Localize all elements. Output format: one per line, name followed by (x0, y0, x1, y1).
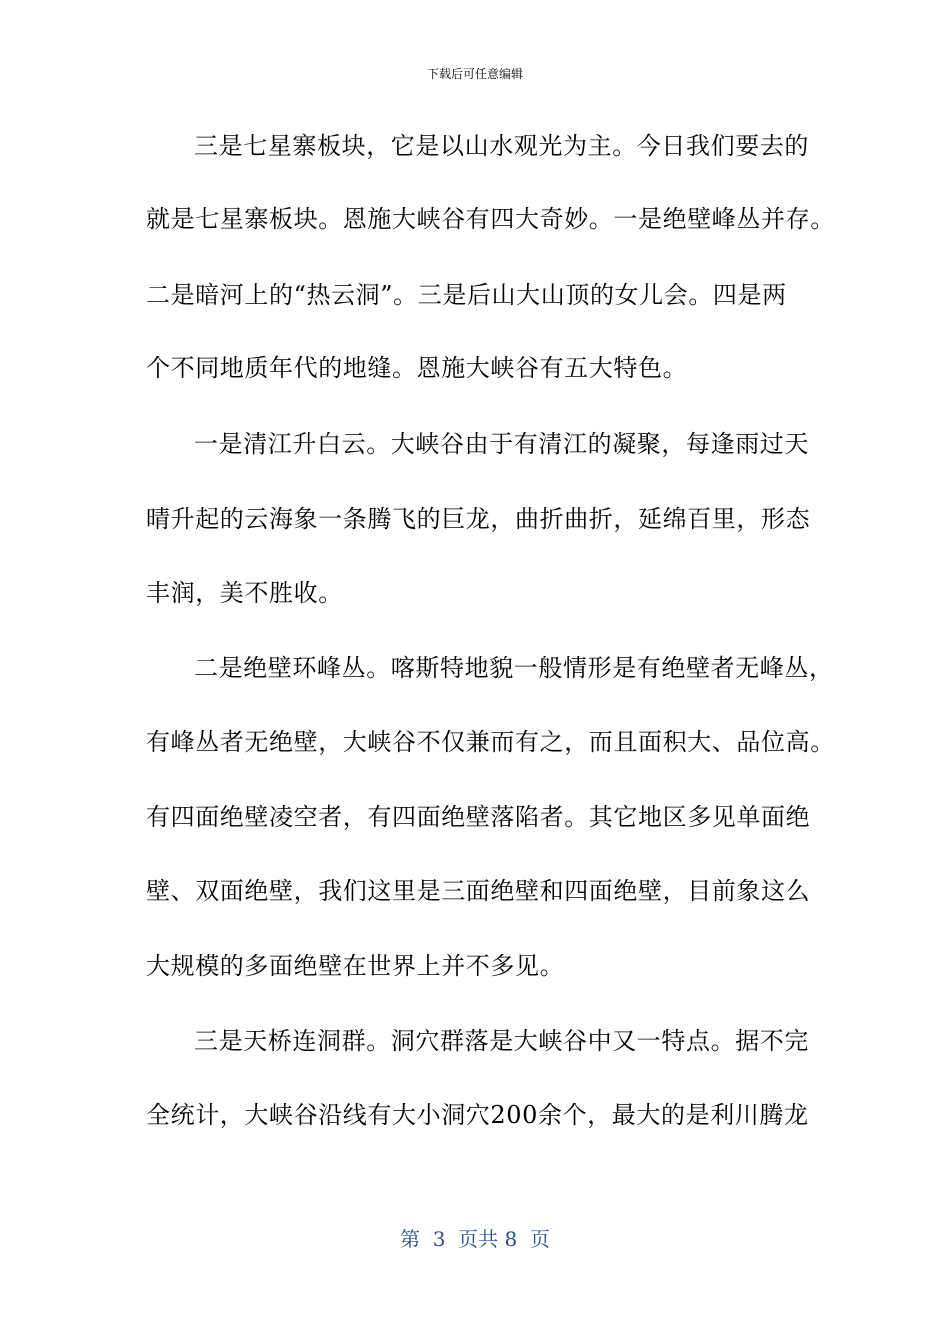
text-line: 有峰丛者无绝壁，大峡谷不仅兼而有之，而且面积大、品位高。 (146, 728, 835, 756)
text-line: 晴升起的云海象一条腾飞的巨龙，曲折曲折，延绵百里，形态 (146, 505, 811, 533)
page-number-footer: 第 3 页共 8 页 (400, 1227, 550, 1251)
text-line: 二是暗河上的“热云洞”。三是后山大山顶的女儿会。四是两 (146, 281, 787, 309)
text-line: 二是绝壁环峰丛。喀斯特地貌一般情形是有绝壁者无峰丛， (194, 654, 834, 682)
text-line: 全统计，大峡谷沿线有大小洞穴200余个，最大的是利川腾龙 (146, 1101, 809, 1129)
text-line: 壁、双面绝壁，我们这里是三面绝壁和四面绝壁，目前象这么 (146, 877, 811, 905)
text-line: 一是清江升白云。大峡谷由于有清江的凝聚，每逢雨过天 (194, 430, 809, 458)
page-header: 下载后可任意编辑 (426, 67, 523, 81)
text-line: 三是天桥连洞群。洞穴群落是大峡谷中又一特点。据不完 (194, 1027, 809, 1055)
text-line: 有四面绝壁凌空者，有四面绝壁落陷者。其它地区多见单面绝 (146, 803, 811, 831)
text-line: 丰润，美不胜收。 (146, 579, 343, 607)
text-line: 三是七星寨板块，它是以山水观光为主。今日我们要去的 (194, 132, 809, 160)
text-line: 就是七星寨板块。恩施大峡谷有四大奇妙。一是绝壁峰丛并存。 (146, 205, 835, 233)
text-line: 大规模的多面绝壁在世界上并不多见。 (146, 952, 565, 980)
text-line: 个不同地质年代的地缝。恩施大峡谷有五大特色。 (146, 354, 688, 382)
